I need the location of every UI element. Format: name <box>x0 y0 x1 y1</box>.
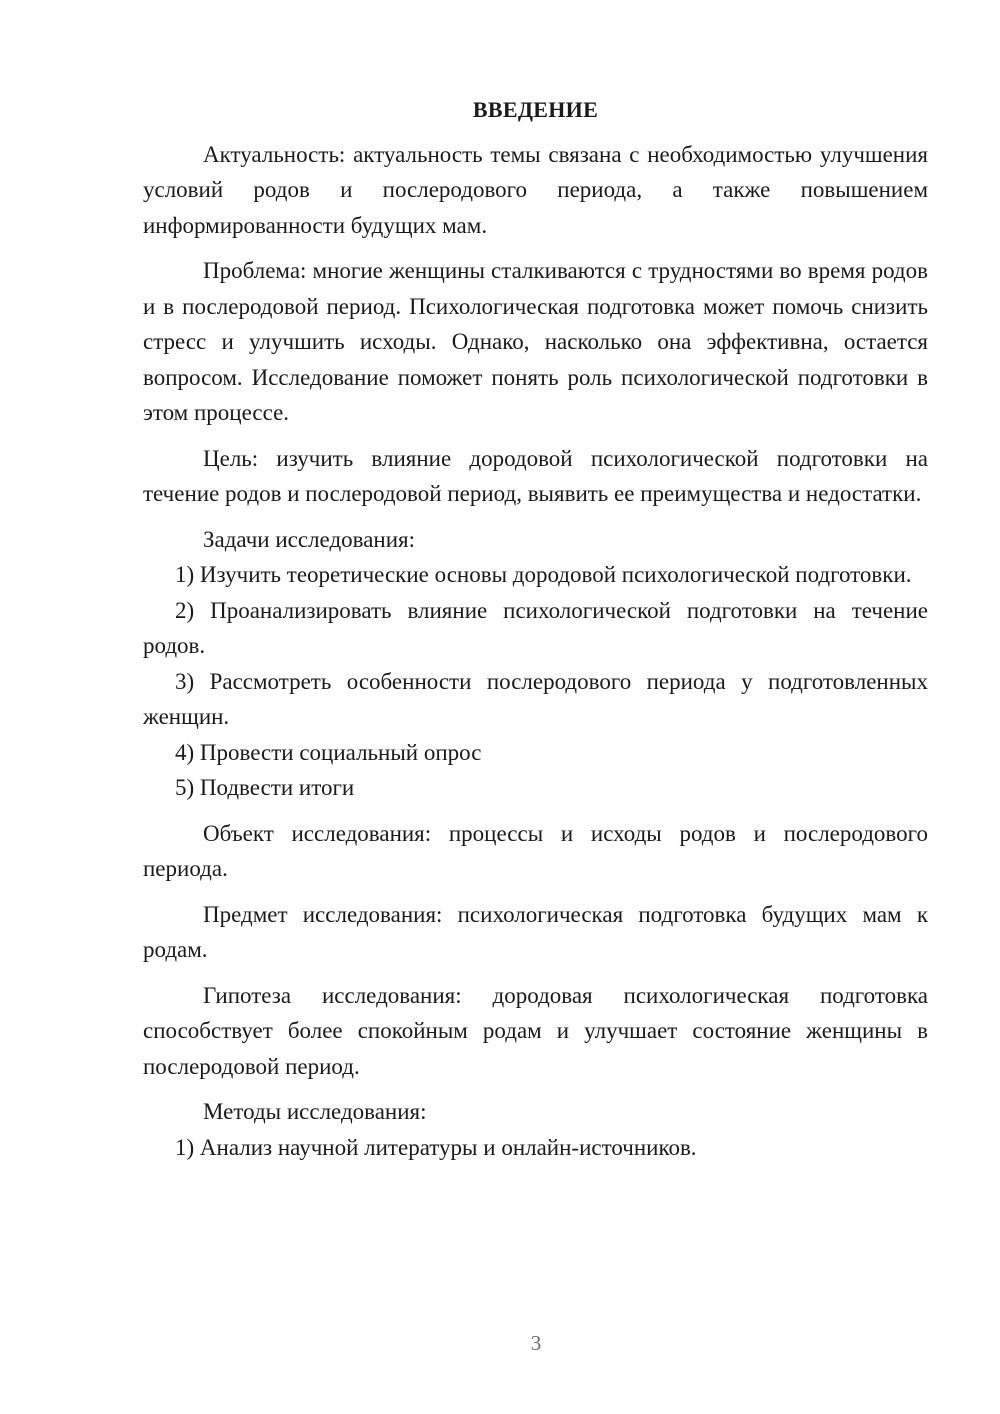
paragraph-subject: Предмет исследования: психологическая подготовка будущих мам к родам. <box>143 901 928 962</box>
tasks-title: Задачи исследования: <box>203 526 416 552</box>
task-item-5: 5) Подвести итоги <box>175 775 355 800</box>
paragraph-object: Объект исследования: процессы и исходы родов и послеродового периода. <box>143 820 928 881</box>
paragraph-relevance: Актуальность: актуальность темы связана с необходимостью улучшения условий родов и послеродового периода, а также повышением информированности будущих мам. <box>143 141 928 238</box>
paragraph-goal: Цель: изучить влияние дородовой психологической подготовки на течение родов и послеродовой период, выявить ее преимущества и недостатки. <box>143 445 928 506</box>
task-item-2: 2) Проанализировать влияние психологической подготовки на течение родов. <box>143 597 928 658</box>
task-item-4: 4) Провести социальный опрос <box>175 739 482 765</box>
method-item-1: 1) Анализ научной литературы и онлайн-источников. <box>175 1134 697 1160</box>
methods-title: Методы исследования: <box>203 1099 427 1124</box>
paragraph-problem: Проблема: многие женщины сталкиваются с трудностями во время родов и в послеродовой период. Психологическая подготовка может помочь снизить стресс и улучшить исходы. Однако, насколько она эффективна, остается вопросом. Исследование поможет понять роль психологической подготовки в этом процессе. <box>143 258 928 425</box>
task-item-1: 1) Изучить теоретические основы дородовой психологической подготовки. <box>175 562 912 587</box>
section-heading: ВВЕДЕНИЕ <box>472 97 599 122</box>
task-item-3: 3) Рассмотреть особенности послеродового периода у подготовленных женщин. <box>143 668 928 729</box>
page-content <box>143 92 928 1165</box>
paragraph-hypothesis: Гипотеза исследования: дородовая психологическая подготовка способствует более спокойным родам и улучшает состояние женщины в послеродовой период. <box>143 982 928 1079</box>
page-number: 3 <box>530 1331 542 1355</box>
